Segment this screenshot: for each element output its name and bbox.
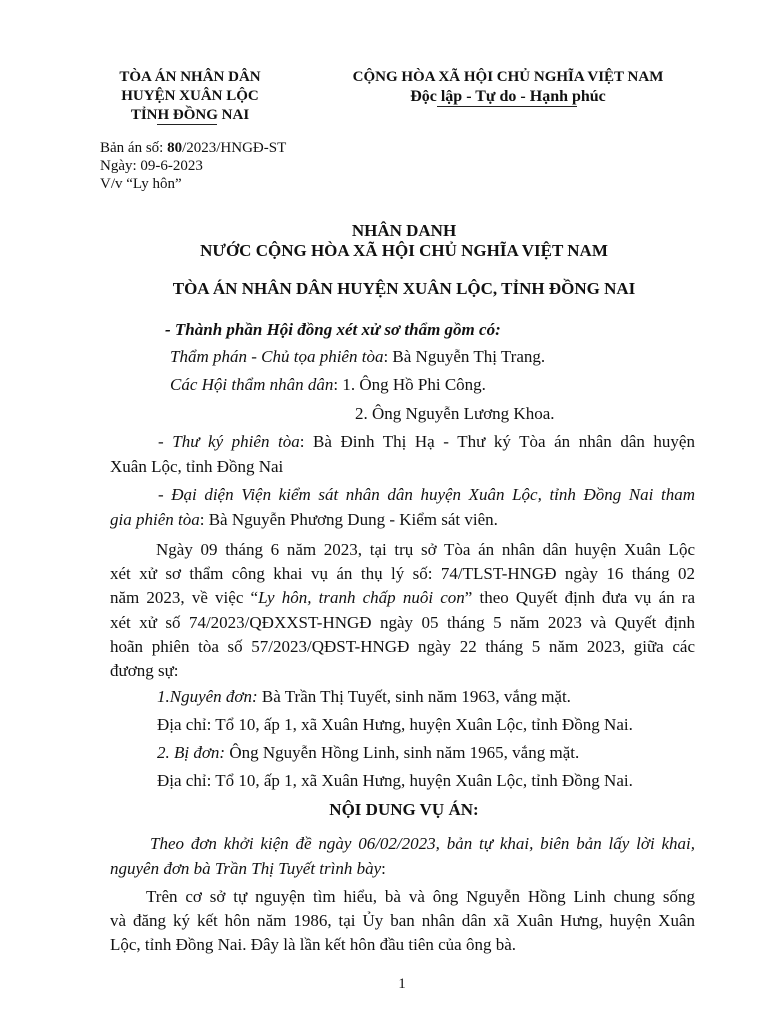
content-line3: Lộc, tỉnh Đồng Nai. Đây là lần kết hôn đầu tiên của ông bà. xyxy=(110,935,516,955)
trial-paragraph xyxy=(110,538,695,683)
plaintiff-address: Địa chỉ: Tổ 10, ấp 1, xã Xuân Hưng, huyện Xuân Lộc, tỉnh Đồng Nai. xyxy=(157,715,633,734)
national-header xyxy=(318,68,698,107)
title-line1: NHÂN DANH xyxy=(351,221,457,240)
court-header xyxy=(88,68,292,125)
plaintiff-label: 1.Nguyên đơn: xyxy=(157,687,258,706)
page-number: 1 xyxy=(398,976,406,992)
content-paragraph xyxy=(110,885,695,958)
intro-line1: Theo đơn khởi kiện đề ngày 06/02/2023, bản tự khai, biên bản lấy lời khai, xyxy=(150,834,695,853)
defendant-line xyxy=(157,743,579,763)
court-title: TÒA ÁN NHÂN DÂN HUYỆN XUÂN LỘC, TỈNH ĐỒNG NAI xyxy=(172,279,636,298)
trial-line3-pre: năm 2023, về việc “ xyxy=(110,588,259,608)
plaintiff-line xyxy=(157,687,571,707)
trial-line6: đương sự: xyxy=(110,661,179,681)
defendant-address: Địa chỉ: Tổ 10, ấp 1, xã Xuân Hưng, huyện Xuân Lộc, tỉnh Đồng Nai. xyxy=(157,771,633,790)
procuracy-value: : Bà Nguyễn Phương Dung - Kiểm sát viên. xyxy=(199,510,498,529)
clerk-line2: Xuân Lộc, tỉnh Đồng Nai xyxy=(110,457,284,476)
clerk-dash: - xyxy=(158,432,173,451)
national-title: CỘNG HÒA XÃ HỘI CHỦ NGHĨA VIỆT NAM xyxy=(352,69,664,85)
case-subject: V/v “Ly hôn” xyxy=(100,176,182,192)
case-date: Ngày: 09-6-2023 xyxy=(100,158,203,174)
trial-line5: hoãn phiên tòa số 57/2023/QĐST-HNGĐ ngày 22 tháng 5 năm 2023, giữa các xyxy=(110,636,695,656)
intro-text: nguyên đơn bà Trần Thị Tuyết trình bày xyxy=(110,859,382,878)
case-number xyxy=(100,139,286,157)
case-number-value: 80 xyxy=(167,140,183,156)
judge-label: Thẩm phán - Chủ tọa phiên tòa xyxy=(170,347,384,366)
content-line1: Trên cơ sở tự nguyện tìm hiểu, bà và ông Nguyễn Hồng Linh chung sống xyxy=(146,887,695,906)
procuracy-line1: - Đại diện Viện kiểm sát nhân dân huyện Xuân Lộc, tỉnh Đồng Nai tham xyxy=(158,485,695,504)
trial-line1: Ngày 09 tháng 6 năm 2023, tại trụ sở Tòa án nhân dân huyện Xuân Lộc xyxy=(156,540,695,559)
case-info xyxy=(100,139,286,193)
clerk-line1 xyxy=(158,432,695,452)
title-line2: NƯỚC CỘNG HÒA XÃ HỘI CHỦ NGHĨA VIỆT NAM xyxy=(200,241,608,260)
trial-line4: xét xử số 74/2023/QĐXXST-HNGĐ ngày 05 tháng 5 năm 2023 và Quyết định xyxy=(110,612,695,632)
content-line2: và đăng ký kết hôn năm 1986, tại Ủy ban nhân dân xã Xuân Hưng, huyện Xuân xyxy=(110,911,695,931)
court-name-line2: HUYỆN XUÂN LỘC xyxy=(121,88,259,104)
document-title xyxy=(60,221,748,261)
trial-line2: xét xử sơ thẩm công khai vụ án thụ lý số: 74/TLST-HNGĐ ngày 16 tháng 02 xyxy=(110,564,695,584)
panel-heading: - Thành phần Hội đồng xét xử sơ thẩm gồm có: xyxy=(165,320,501,339)
trial-case-type: Ly hôn, tranh chấp nuôi con xyxy=(258,588,465,608)
defendant-value: Ông Nguyễn Hồng Linh, sinh năm 1965, vắng mặt. xyxy=(225,743,580,762)
assessors-label: Các Hội thẩm nhân dân xyxy=(170,375,334,394)
procuracy-label: gia phiên tòa xyxy=(110,510,200,529)
trial-line3 xyxy=(110,586,695,610)
assessors-value2: 2. Ông Nguyễn Lương Khoa. xyxy=(355,404,555,423)
national-motto: Độc lập - Tự do - Hạnh phúc xyxy=(410,88,606,105)
trial-line3-post: ” theo Quyết định đưa vụ án ra xyxy=(464,588,695,608)
case-number-prefix: Bản án số: xyxy=(100,140,168,156)
intro-colon: : xyxy=(381,859,386,878)
judge-value: : Bà Nguyễn Thị Trang. xyxy=(383,347,546,366)
content-heading: NỘI DUNG VỤ ÁN: xyxy=(329,800,479,819)
intro-line2 xyxy=(110,859,386,879)
clerk-label: Thư ký phiên tòa xyxy=(172,432,300,451)
court-name-line1: TÒA ÁN NHÂN DÂN xyxy=(119,69,261,85)
court-header-underline xyxy=(157,124,217,125)
motto-underline xyxy=(437,106,577,107)
assessors-value1: : 1. Ông Hồ Phi Công. xyxy=(333,375,486,394)
judge-line xyxy=(170,347,545,367)
assessors-line xyxy=(170,375,486,395)
case-number-suffix: /2023/HNGĐ-ST xyxy=(182,140,287,156)
defendant-label: 2. Bị đơn: xyxy=(157,743,226,762)
court-name-line3: TỈNH ĐỒNG NAI xyxy=(130,107,250,123)
procuracy-line2 xyxy=(110,510,498,530)
plaintiff-value: Bà Trần Thị Tuyết, sinh năm 1963, vắng mặt. xyxy=(257,687,571,706)
clerk-value: : Bà Đinh Thị Hạ - Thư ký Tòa án nhân dân huyện xyxy=(299,432,695,451)
